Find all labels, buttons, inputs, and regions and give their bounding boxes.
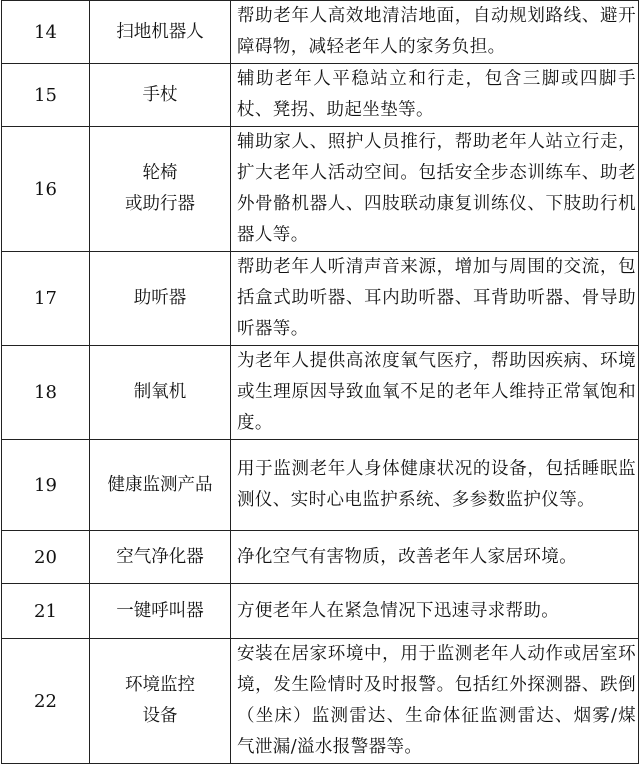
- table-row: [2, 127, 639, 252]
- table-row: [2, 440, 639, 531]
- table-row: [2, 64, 639, 127]
- product-description: 安装在居家环境中，用于监测老年人动作或居室环境，发生险情时及时报警。包括红外探测器、跌倒（坐床）监测雷达、生命体征监测雷达、烟雾/煤气泄漏/溢水报警器等。: [231, 639, 639, 764]
- row-number: 16: [2, 127, 90, 252]
- product-description: 辅助老年人平稳站立和行走，包含三脚或四脚手杖、凳拐、助起坐垫等。: [231, 64, 639, 127]
- table-row: [2, 1, 639, 64]
- product-name: 轮椅 或助行器: [90, 127, 231, 252]
- row-number: 19: [2, 440, 90, 531]
- product-name: 环境监控 设备: [90, 639, 231, 764]
- product-description: 帮助老年人高效地清洁地面，自动规划路线、避开障碍物，减轻老年人的家务负担。: [231, 1, 639, 64]
- table-row: [2, 584, 639, 639]
- product-description: 净化空气有害物质，改善老年人家居环境。: [231, 531, 639, 584]
- product-description: 方便老年人在紧急情况下迅速寻求帮助。: [231, 584, 639, 639]
- row-number: 14: [2, 1, 90, 64]
- row-number: 18: [2, 346, 90, 440]
- product-name: 助听器: [90, 252, 231, 346]
- table-row: [2, 639, 639, 764]
- table-row: [2, 346, 639, 440]
- row-number: 22: [2, 639, 90, 764]
- product-description: 帮助老年人听清声音来源，增加与周围的交流，包括盒式助听器、耳内助听器、耳背助听器、骨导助听器等。: [231, 252, 639, 346]
- product-description: 辅助家人、照护人员推行，帮助老年人站立行走，扩大老年人活动空间。包括安全步态训练车、助老外骨骼机器人、四肢联动康复训练仪、下肢助行机器人等。: [231, 127, 639, 252]
- product-name: 一键呼叫器: [90, 584, 231, 639]
- row-number: 17: [2, 252, 90, 346]
- product-table: [1, 0, 639, 764]
- product-description: 用于监测老年人身体健康状况的设备，包括睡眠监测仪、实时心电监护系统、多参数监护仪等。: [231, 440, 639, 531]
- product-name: 扫地机器人: [90, 1, 231, 64]
- row-number: 15: [2, 64, 90, 127]
- table-row: [2, 252, 639, 346]
- product-description: 为老年人提供高浓度氧气医疗，帮助因疾病、环境或生理原因导致血氧不足的老年人维持正常氧饱和度。: [231, 346, 639, 440]
- product-name: 制氧机: [90, 346, 231, 440]
- product-name: 手杖: [90, 64, 231, 127]
- row-number: 21: [2, 584, 90, 639]
- product-name: 空气净化器: [90, 531, 231, 584]
- product-name: 健康监测产品: [90, 440, 231, 531]
- table-row: [2, 531, 639, 584]
- row-number: 20: [2, 531, 90, 584]
